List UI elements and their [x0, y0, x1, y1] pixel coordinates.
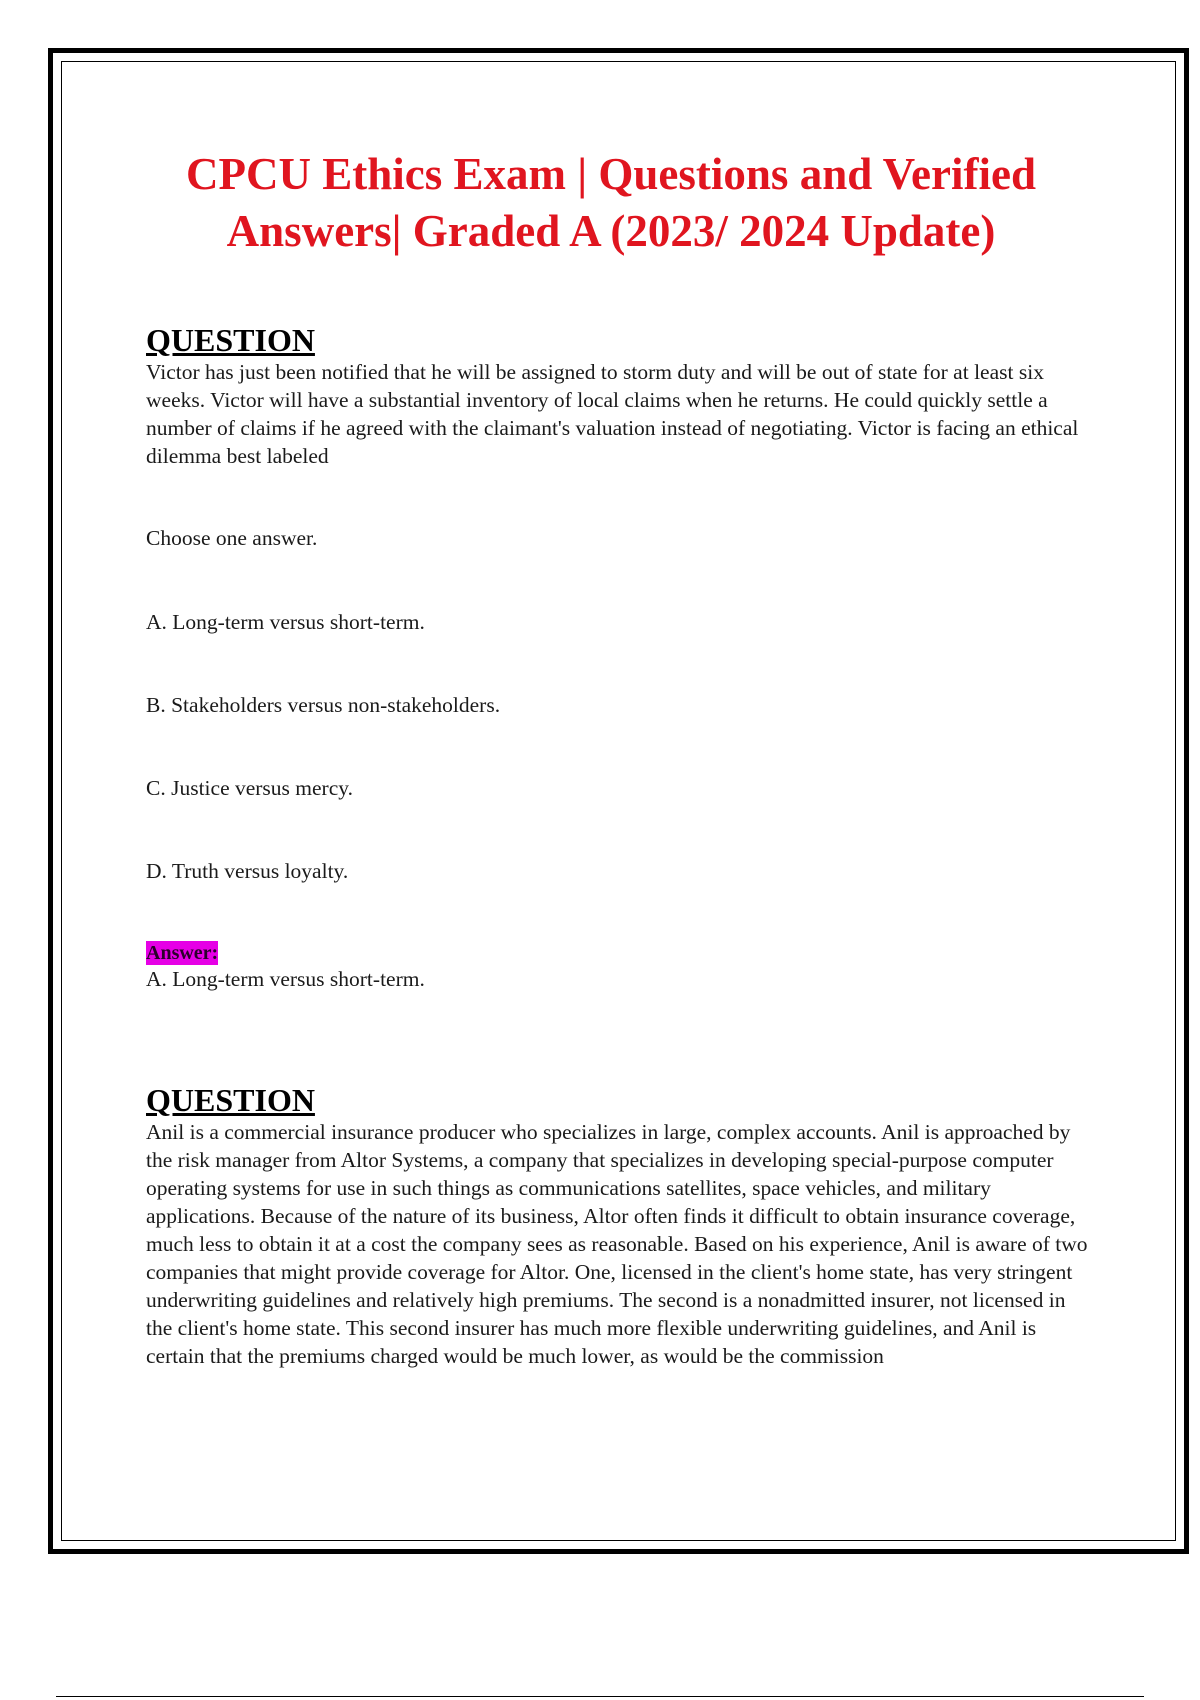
option-c: C. Justice versus mercy.: [146, 776, 353, 800]
answer-label: Answer:: [146, 942, 219, 964]
question-heading: QUESTION: [146, 1082, 315, 1118]
document-title: CPCU Ethics Exam | Questions and Verified Answers| Graded A (2023/ 2024 Update): [186, 149, 1036, 256]
option-a: A. Long-term versus short-term.: [146, 610, 425, 634]
option-d: D. Truth versus loyalty.: [146, 859, 349, 883]
answer-text: A. Long-term versus short-term.: [146, 967, 425, 991]
question-text: Anil is a commercial insurance producer who specializes in large, complex accounts. Anil is approached by the risk manager from Altor Systems, a company that specializes in developing special-purpose computer operating systems for use in such things as communications satellites, space vehicles, and military applications. Because of the nature of its business, Altor often finds it difficult to obtain insurance coverage, much less to obtain it at a cost the company sees as reasonable. Based on his experience, Anil is aware of two companies that might provide coverage for Altor. One, licensed in the client's home state, has very stringent underwriting guidelines and relatively high premiums. The second is a nonadmitted insurer, not licensed in the client's home state. This second insurer has much more flexible underwriting guidelines, and Anil is certain that the premiums charged would be much lower, as would be the commission: [146, 1120, 1088, 1368]
question-block-1: [146, 322, 1096, 993]
question-heading: QUESTION: [146, 322, 315, 358]
option-b: B. Stakeholders versus non-stakeholders.: [146, 693, 501, 717]
question-block-2: [146, 1082, 1096, 1370]
choose-prompt: Choose one answer.: [146, 526, 318, 550]
page-bottom-rule: [56, 1696, 1144, 1697]
question-text: Victor has just been notified that he will be assigned to storm duty and will be out of state for at least six weeks. Victor will have a substantial inventory of local claims when he returns. He could quickly settle a number of claims if he agreed with the claimant's valuation instead of negotiating. Victor is facing an ethical dilemma best labeled: [146, 360, 1079, 468]
